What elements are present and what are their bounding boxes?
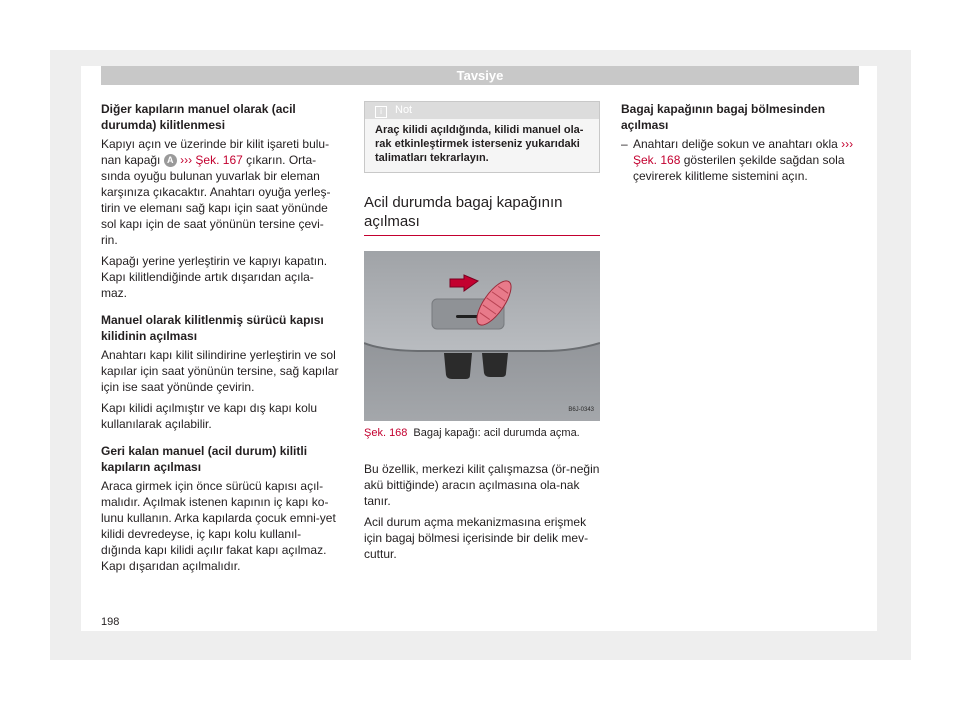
caption-figure-number: Şek. 168 xyxy=(364,427,408,439)
paragraph-open-driver-first: Araca girmek için önce sürücü kapısı açıl-malıdır. Açılmak istenen kapının iç kapı ko-lunu kullanın. Arka kapılarda çocuk emni-yet kilidi devredeyse, iç kapı kolu kullanıl-dığında kapı kilidi açılır fakat kapı açılmaz. Kapı dışarıdan açılmalıdır. xyxy=(101,479,336,573)
list-item-text xyxy=(633,136,859,184)
paragraph-feature-description: Bu özellik, merkezi kilit çalışmazsa (ör-neğin akü bittiğinde) aracın açılmasına ola-nak tanır. xyxy=(364,462,600,508)
column-middle xyxy=(364,101,600,567)
column-left xyxy=(101,101,339,579)
reference-arrows: ››› xyxy=(841,137,854,151)
heading-manual-lock-other-doors: Diğer kapıların manuel olarak (acil durumda) kilitlenmesi xyxy=(101,102,296,132)
callout-badge-a: A xyxy=(164,154,177,167)
heading-unlock-driver-door: Manuel olarak kilitlenmiş sürücü kapısı kilidinin açılması xyxy=(101,313,324,343)
figure-caption xyxy=(364,425,600,441)
caption-text: Bagaj kapağı: acil durumda açma. xyxy=(413,427,580,439)
paragraph-insert-key: Anahtarı kapı kilit silindirine yerleştirin ve sol kapılar için saat yönünün tersine, sağ kapılar için ise saat yönünde çevirin. xyxy=(101,348,339,394)
trunk-lid-illustration xyxy=(364,251,600,421)
list-item xyxy=(621,136,859,184)
figure-code: B6J-0343 xyxy=(568,407,594,413)
note-box xyxy=(364,101,600,173)
section-title: Acil durumda bagaj kapağının açılması xyxy=(364,193,600,236)
text-segment: çıkarın. Orta-sında oyuğu bulunan yuvarlak bir eleman karşınıza çıkacaktır. Anahtarı oyuğa yerleş-tirin ve elemanı sağ kapı için saat yönünde sol kapı için de saat yönünün tersine çevi-rin. xyxy=(101,153,331,247)
figure-reference-link[interactable]: Şek. 168 xyxy=(633,153,681,167)
list-dash: – xyxy=(621,137,628,151)
paragraph-access-hole: Acil durum açma mekanizmasına erişmek için bagaj bölmesi içerisinde bir delik mev-cuttur. xyxy=(364,515,589,561)
note-label: Not xyxy=(395,104,413,116)
note-header xyxy=(365,102,599,119)
figure-reference-link[interactable]: Şek. 167 xyxy=(195,153,243,167)
column-right xyxy=(621,101,859,184)
paragraph-cover-removal xyxy=(101,136,339,248)
figure-trunk-lid-emergency xyxy=(364,251,600,421)
paragraph-door-unlocked: Kapı kilidi açılmıştır ve kapı dış kapı kolu kullanılarak açılabilir. xyxy=(101,401,318,431)
text-segment: Kapıyı açın ve üzerinde bir kilit işareti bulu-nan kapağı xyxy=(101,137,330,167)
text-segment: Anahtarı deliğe sokun ve anahtarı okla xyxy=(633,137,838,151)
note-text: Araç kilidi açıldığında, kilidi manuel ola-rak etkinleştirmek isterseniz yukarıdaki talimatları tekrarlayın. xyxy=(375,124,584,164)
chapter-header: Tavsiye xyxy=(101,66,859,85)
page-number: 198 xyxy=(101,616,120,628)
heading-unlock-remaining-doors: Geri kalan manuel (acil durum) kilitli kapıların açılması xyxy=(101,444,308,474)
paragraph-close-cover: Kapağı yerine yerleştirin ve kapıyı kapatın. Kapı kilitlendiğinde artık dışarıdan açıla-maz. xyxy=(101,254,328,300)
reference-arrows: ››› xyxy=(180,153,193,167)
text-segment: gösterilen şekilde sağdan sola çevirerek kilitleme sistemini açın. xyxy=(633,153,845,183)
info-icon: i xyxy=(375,106,387,118)
heading-open-from-trunk: Bagaj kapağının bagaj bölmesinden açılması xyxy=(621,102,826,132)
